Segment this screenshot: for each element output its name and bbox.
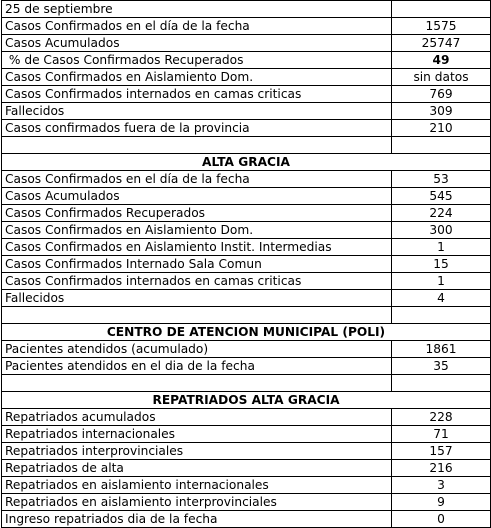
report-date: 25 de septiembre	[2, 1, 392, 18]
table-row	[2, 341, 491, 358]
row-value: 157	[392, 443, 491, 460]
table-row	[2, 511, 491, 528]
table-row	[2, 18, 491, 35]
row-value: 3	[392, 477, 491, 494]
row-label: Repatriados acumulados	[2, 409, 392, 426]
row-label: Repatriados interprovinciales	[2, 443, 392, 460]
spacer-row	[2, 307, 491, 324]
row-value: 4	[392, 290, 491, 307]
table-row	[2, 120, 491, 137]
row-label: Repatriados de alta	[2, 460, 392, 477]
row-value: 25747	[392, 35, 491, 52]
row-value: 224	[392, 205, 491, 222]
row-label: Casos Confirmados internados en camas criticas	[2, 86, 392, 103]
row-label: Casos Confirmados en Aislamiento Dom.	[2, 69, 392, 86]
table-row	[2, 86, 491, 103]
section-header-row	[2, 392, 491, 409]
spacer-row	[2, 375, 491, 392]
section-title-centro: CENTRO DE ATENCION MUNICIPAL (POLI)	[2, 324, 491, 341]
row-value: 228	[392, 409, 491, 426]
row-label: Repatriados en aislamiento internacionales	[2, 477, 392, 494]
row-label: Ingreso repatriados dia de la fecha	[2, 511, 392, 528]
row-label: Casos Confirmados en Aislamiento Dom.	[2, 222, 392, 239]
row-value: 216	[392, 460, 491, 477]
row-label: Pacientes atendidos en el dia de la fecha	[2, 358, 392, 375]
table-row	[2, 256, 491, 273]
table-row	[2, 273, 491, 290]
row-value: 0	[392, 511, 491, 528]
table-row	[2, 69, 491, 86]
row-value: sin datos	[392, 69, 491, 86]
row-value: 9	[392, 494, 491, 511]
table-row	[2, 35, 491, 52]
row-label: Casos Confirmados en el día de la fecha	[2, 171, 392, 188]
table-row	[2, 222, 491, 239]
row-value: 53	[392, 171, 491, 188]
section-header-row	[2, 154, 491, 171]
row-label: Fallecidos	[2, 290, 392, 307]
section-title-repatriados: REPATRIADOS ALTA GRACIA	[2, 392, 491, 409]
table-row	[2, 103, 491, 120]
row-value: 1	[392, 273, 491, 290]
row-label: Casos Acumulados	[2, 188, 392, 205]
row-label: Fallecidos	[2, 103, 392, 120]
table-row	[2, 188, 491, 205]
date-row	[2, 1, 491, 18]
row-label: Repatriados en aislamiento interprovinciales	[2, 494, 392, 511]
spacer-row	[2, 137, 491, 154]
row-label: Casos Confirmados en Aislamiento Instit. Intermedias	[2, 239, 392, 256]
section-header-row	[2, 324, 491, 341]
row-label: Casos Confirmados Recuperados	[2, 205, 392, 222]
table-row	[2, 358, 491, 375]
table-row	[2, 239, 491, 256]
row-label: Casos Acumulados	[2, 35, 392, 52]
table-row	[2, 290, 491, 307]
row-value: 300	[392, 222, 491, 239]
row-value: 210	[392, 120, 491, 137]
row-label: Casos Confirmados internados en camas criticas	[2, 273, 392, 290]
row-value: 1861	[392, 341, 491, 358]
table-row	[2, 52, 491, 69]
table-row	[2, 171, 491, 188]
table-row	[2, 409, 491, 426]
table-row	[2, 460, 491, 477]
table-row	[2, 477, 491, 494]
section-title-alta-gracia: ALTA GRACIA	[2, 154, 491, 171]
table-row	[2, 426, 491, 443]
row-value: 71	[392, 426, 491, 443]
row-value: 1575	[392, 18, 491, 35]
row-value: 309	[392, 103, 491, 120]
row-value: 1	[392, 239, 491, 256]
table-row	[2, 443, 491, 460]
row-value: 545	[392, 188, 491, 205]
row-label: Casos confirmados fuera de la provincia	[2, 120, 392, 137]
row-value: 15	[392, 256, 491, 273]
row-label: Pacientes atendidos (acumulado)	[2, 341, 392, 358]
row-value: 35	[392, 358, 491, 375]
row-label: Casos Confirmados en el día de la fecha	[2, 18, 392, 35]
table-row	[2, 494, 491, 511]
row-value: 49	[392, 52, 491, 69]
table-row	[2, 205, 491, 222]
row-label: Repatriados internacionales	[2, 426, 392, 443]
covid-report-table	[1, 0, 491, 528]
row-label: Casos Confirmados Internado Sala Comun	[2, 256, 392, 273]
row-value: 769	[392, 86, 491, 103]
row-label: % de Casos Confirmados Recuperados	[2, 52, 392, 69]
